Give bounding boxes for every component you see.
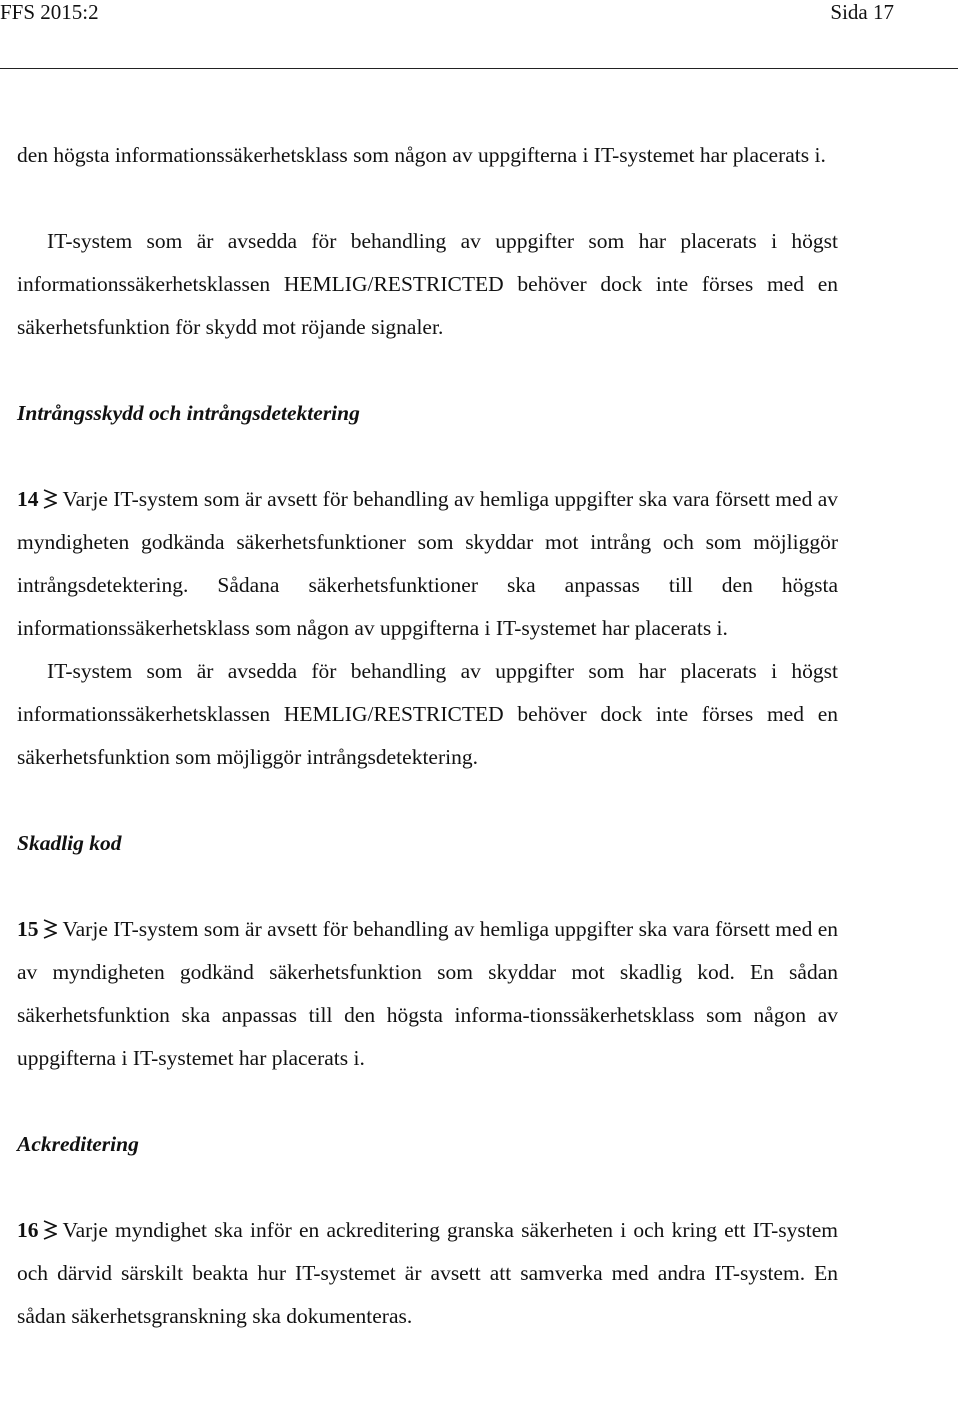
page-header [0, 0, 960, 24]
section-number: 15 [17, 917, 39, 941]
section-heading: Ackreditering [17, 1132, 139, 1156]
paragraph: IT-system som är avsedda för behandling av uppgifter som har placerats i högst informationssäkerhetsklassen HEMLIG/RESTRICTED behöver dock inte förses med en säkerhetsfunktion för skydd mot röjande signaler. [17, 229, 838, 339]
paragraph: den högsta informationssäkerhetsklass som någon av uppgifterna i IT-systemet har placerats i. [17, 143, 826, 167]
section-number: 16 [17, 1218, 39, 1242]
section-15 [17, 908, 838, 1080]
section-text: Varje IT-system som är avsett för behandling av hemliga uppgifter ska vara försett med av myndigheten godkända säkerhetsfunktioner som skyddar mot intrång och som möjliggör intrångsdetektering. Sådana säkerhetsfunktioner ska anpassas till den högsta informationssäkerhetsklass som någon av uppgifterna i IT-systemet har placerats i. [17, 487, 838, 640]
section-text: Varje IT-system som är avsett för behandling av hemliga uppgifter ska vara försett med en av myndigheten godkänd säkerhetsfunktion som skyddar mot skadlig kod. En sådan säkerhetsfunktion ska anpassas till den högsta informa-tionssäkerhetsklass som någon av uppgifterna i IT-systemet har placerats i. [17, 917, 838, 1070]
header-divider [0, 68, 958, 69]
section-number: 14 [17, 487, 39, 511]
section-heading: Intrångsskydd och intrångsdetektering [17, 401, 360, 425]
document-reference: FFS 2015:2 [0, 0, 99, 24]
paragraph-mark-icon [43, 918, 57, 940]
paragraph-mark-icon [43, 488, 57, 510]
section-14 [17, 478, 838, 650]
paragraph: IT-system som är avsedda för behandling av uppgifter som har placerats i högst informationssäkerhetsklassen HEMLIG/RESTRICTED behöver dock inte förses med en säkerhetsfunktion som möjliggör intrångsdetektering. [17, 659, 838, 769]
section-heading: Skadlig kod [17, 831, 122, 855]
section-text: Varje myndighet ska inför en ackreditering granska säkerheten i och kring ett IT-system och därvid särskilt beakta hur IT-systemet är avsett att samverka med andra IT-system. En sådan säkerhetsgranskning ska dokumenteras. [17, 1218, 838, 1328]
page-number: Sida 17 [830, 0, 894, 24]
paragraph-mark-icon [43, 1219, 57, 1241]
document-body [17, 134, 838, 1338]
section-16 [17, 1209, 838, 1338]
